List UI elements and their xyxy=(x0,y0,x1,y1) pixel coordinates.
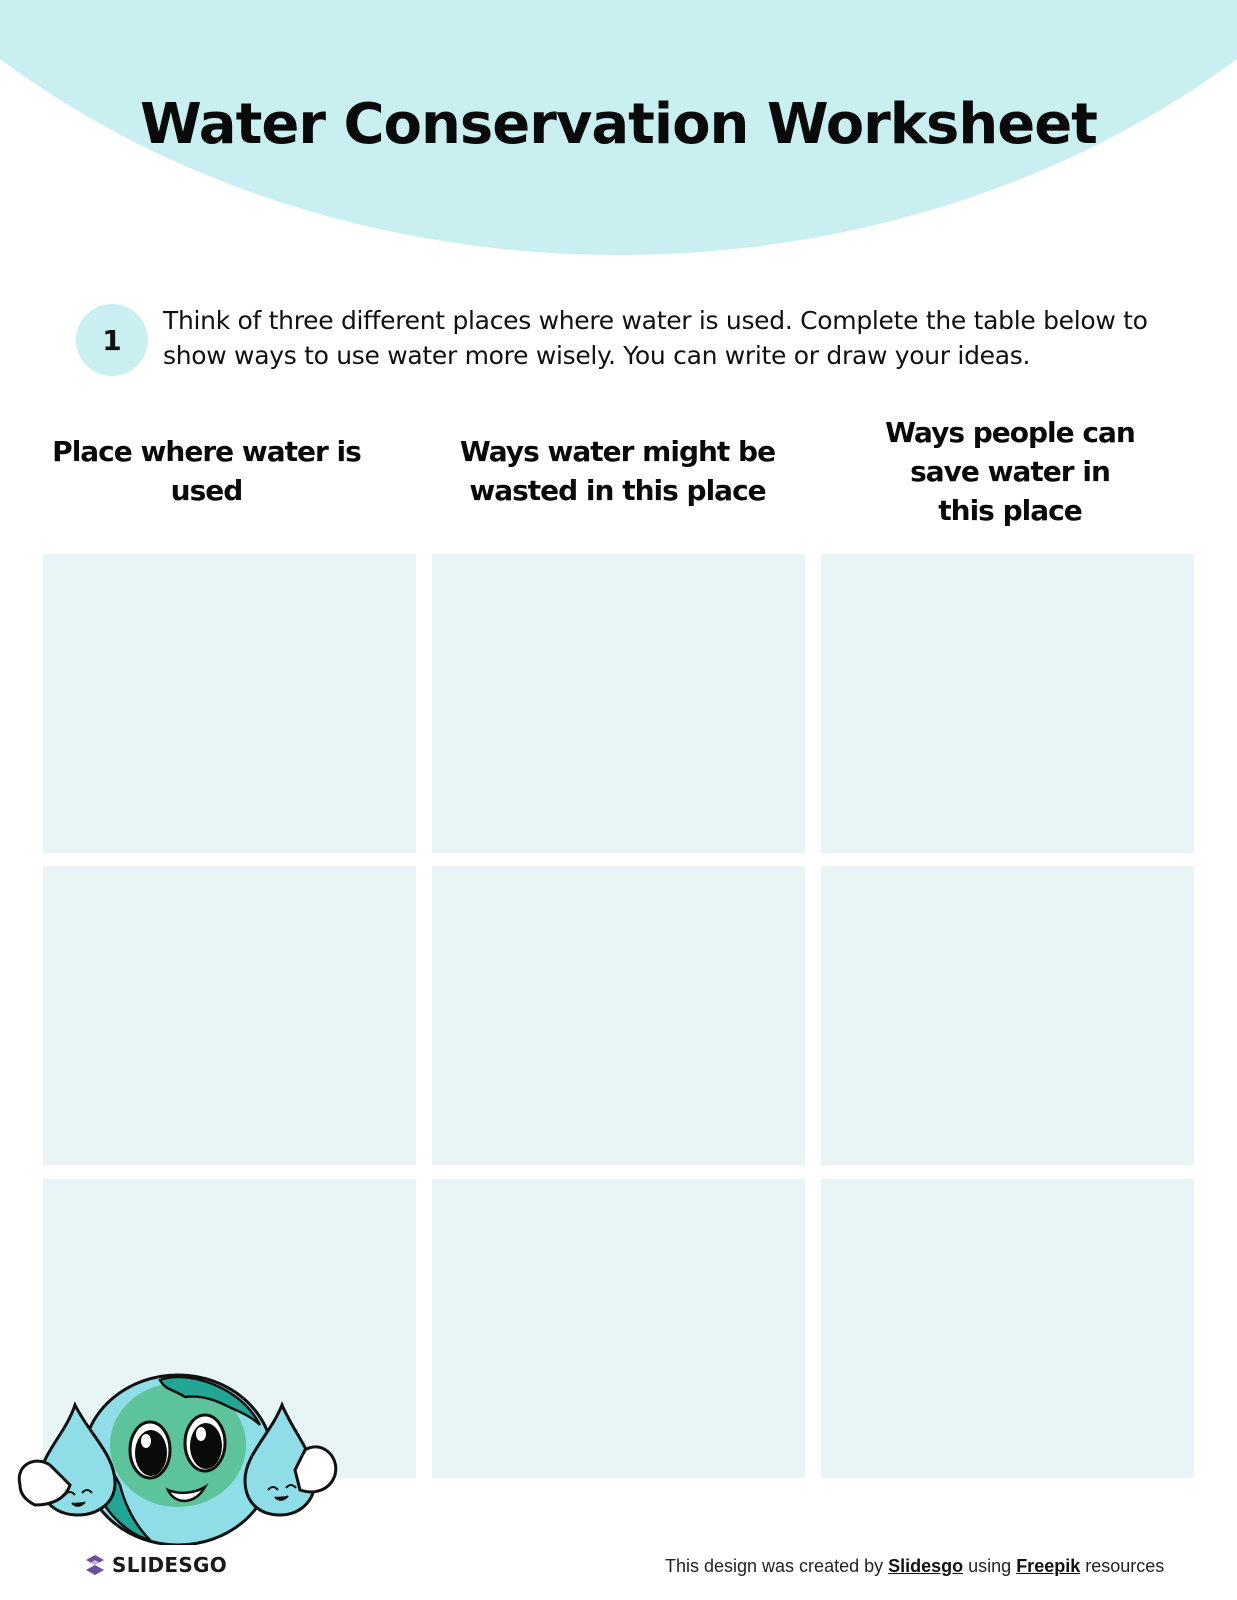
credit-line xyxy=(665,1556,1164,1577)
column-header-wasted: Ways water might be wasted in this place xyxy=(459,435,776,507)
table-cell-r2-c3[interactable] xyxy=(821,866,1194,1165)
credit-suffix: resources xyxy=(1080,1556,1165,1576)
table-cell-r1-c1[interactable] xyxy=(43,554,416,853)
table-cell-r2-c2[interactable] xyxy=(432,866,805,1165)
table-cell-r1-c2[interactable] xyxy=(432,554,805,853)
freepik-link[interactable]: Freepik xyxy=(1016,1556,1081,1576)
step-number: 1 xyxy=(102,323,122,357)
page-title: Water Conservation Worksheet xyxy=(140,92,1097,157)
slidesgo-link[interactable]: Slidesgo xyxy=(888,1556,964,1576)
step-number-badge xyxy=(76,304,148,376)
instructions-text: Think of three different places where water is used. Complete the table below to show ways to use water more wisely. You can write or draw your ideas. xyxy=(163,306,1148,370)
slidesgo-logo-icon xyxy=(84,1554,106,1576)
table-cell-r3-c3[interactable] xyxy=(821,1179,1194,1478)
credit-prefix: This design was created by xyxy=(665,1556,889,1576)
credit-middle: using xyxy=(963,1556,1017,1576)
earth-mascot-with-water-drops-icon xyxy=(10,1365,345,1545)
table-cell-r3-c2[interactable] xyxy=(432,1179,805,1478)
slidesgo-logo xyxy=(84,1553,227,1577)
table-cell-r2-c1[interactable] xyxy=(43,866,416,1165)
logo-text: SLIDESGO xyxy=(112,1553,228,1577)
table-cell-r1-c3[interactable] xyxy=(821,554,1194,853)
column-header-place: Place where water is used xyxy=(52,435,361,507)
column-header-save: Ways people can save water in this place xyxy=(885,416,1135,527)
